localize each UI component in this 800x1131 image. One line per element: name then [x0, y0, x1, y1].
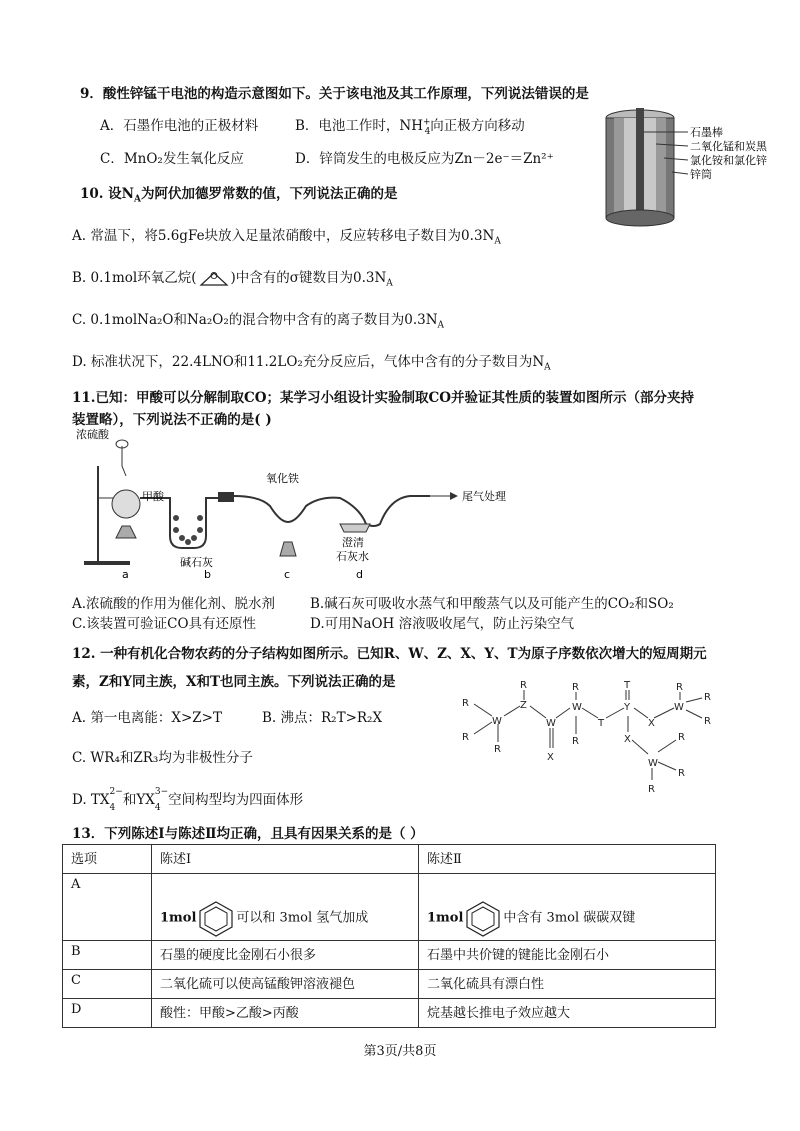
q12-option-d: D. $TX^{2-}$ $_4$ 和$YX^{3-}$ $_4$ 空间构型均为四面体形: [72, 787, 304, 813]
svg-text:R: R: [494, 744, 501, 755]
q12-option-b: B. 沸点：R₂T>R₂X: [262, 710, 383, 726]
svg-text:X: X: [648, 718, 655, 729]
svg-text:R: R: [572, 682, 579, 693]
q11-stem-line1: 11.已知：甲酸可以分解制取CO；某学习小组设计实验制取CO并验证其性质的装置如图所示（部分夹持: [72, 390, 694, 406]
cell-statement-2: 石墨中共价键的键能比金刚石小: [419, 941, 716, 970]
q13-stem: 13．下列陈述Ⅰ与陈述Ⅱ均正确，且具有因果关系的是（ ）: [72, 826, 424, 842]
svg-text:R: R: [704, 692, 711, 703]
cell-option: B: [63, 941, 152, 970]
benzene-icon: [463, 899, 503, 937]
label-a: a: [122, 568, 129, 581]
cell-statement-2: 1mol 中含有 3mol 碳碳双键: [419, 874, 716, 941]
label-b: b: [204, 568, 211, 581]
svg-text:R: R: [704, 716, 711, 727]
q11-option-b: B.碱石灰可吸收水蒸气和甲酸蒸气以及可能产生的CO₂和SO₂: [310, 596, 674, 612]
svg-text:O: O: [209, 270, 218, 282]
svg-text:W: W: [572, 702, 582, 713]
svg-text:R: R: [678, 768, 685, 779]
svg-text:R: R: [678, 732, 685, 743]
label-lime-water-1: 澄清: [342, 536, 364, 549]
q9-option-c: C．MnO₂发生氧化反应: [100, 151, 244, 167]
table-row: [63, 999, 716, 1028]
benzene-icon: [196, 899, 236, 937]
cell-statement-1: 二氧化硫可以使高锰酸钾溶液褪色: [152, 970, 419, 999]
q10-option-c: C. 0.1molNa₂O和Na₂O₂的混合物中含有的离子数目为$0.3N_A$: [72, 312, 445, 331]
svg-text:R: R: [462, 698, 469, 709]
label-formic: 甲酸: [142, 490, 164, 503]
svg-text:W: W: [674, 702, 684, 713]
q9-stem: 9．酸性锌锰干电池的构造示意图如下。关于该电池及其工作原理，下列说法错误的是: [80, 86, 589, 102]
svg-text:T: T: [624, 680, 631, 691]
q10-option-b: B. 0.1mol环氧乙烷( O )中含有的σ键数目为$0.3N_A$: [72, 270, 393, 289]
q9-option-d: D．锌筒发生的电极反应为Zn－2e⁻＝Zn²⁺: [295, 151, 554, 167]
battery-label-zinc: 锌筒: [690, 168, 712, 181]
cell-statement-2: 二氧化硫具有漂白性: [419, 970, 716, 999]
label-lime-water-2: 石灰水: [336, 550, 369, 563]
label-d: d: [356, 568, 363, 581]
q12-stem-line1: 12. 一种有机化合物农药的分子结构如图所示。已知R、W、Z、X、Y、T为原子序数依次增大的短周期元: [72, 646, 707, 662]
svg-text:Z: Z: [520, 700, 527, 711]
apparatus-diagram: [70, 426, 510, 586]
svg-text:T: T: [598, 718, 605, 729]
svg-text:R: R: [462, 732, 469, 743]
header-option: 选项: [63, 845, 152, 874]
q9-option-b: B．电池工作时，$NH^+_4$向正极方向移动: [295, 117, 525, 137]
table-row: [63, 874, 716, 941]
q10-option-a: A. 常温下，将5.6gFe块放入足量浓硝酸中，反应转移电子数目为$0.3N_A$: [72, 228, 501, 247]
battery-label-graphite: 石墨棒: [690, 126, 723, 139]
header-statement-1: 陈述Ⅰ: [152, 845, 419, 874]
label-soda-lime: 碱石灰: [180, 556, 213, 569]
page-footer: 第3页/共8页: [363, 1044, 437, 1059]
table-header-row: [63, 845, 716, 874]
label-conc-acid: 浓硫酸: [76, 428, 109, 441]
svg-text:R: R: [676, 682, 683, 693]
svg-text:X: X: [547, 752, 554, 763]
label-iron-oxide: 氧化铁: [266, 472, 299, 485]
svg-text:Y: Y: [624, 702, 631, 713]
q10-stem: 10. 设$N_A$为阿伏加德罗常数的值，下列说法正确的是: [80, 186, 398, 205]
header-statement-2: 陈述Ⅱ: [419, 845, 716, 874]
cell-option: D: [63, 999, 152, 1028]
q13-table: [62, 844, 716, 1028]
svg-text:R: R: [648, 784, 655, 795]
svg-text:X: X: [624, 734, 631, 745]
q10-option-d: D. 标准状况下，22.4LNO和11.2LO₂充分反应后，气体中含有的分子数目为$N_A$: [72, 354, 551, 373]
q11-option-c: C.该装置可验证CO具有还原性: [72, 616, 257, 632]
battery-label-nh4cl: 氯化铵和氯化锌: [690, 154, 767, 167]
cell-statement-1: 1mol 可以和 3mol 氢气加成: [152, 874, 419, 941]
q12-stem-line2: 素，Z和Y同主族，X和T也同主族。下列说法正确的是: [72, 674, 396, 690]
battery-label-mno2: 二氧化锰和炭黑: [690, 140, 767, 153]
cell-statement-1: 石墨的硬度比金刚石小很多: [152, 941, 419, 970]
cell-statement-2: 烷基越长推电子效应越大: [419, 999, 716, 1028]
table-row: [63, 941, 716, 970]
label-c: c: [284, 568, 291, 581]
q11-option-d: D.可用NaOH 溶液吸收尾气，防止污染空气: [310, 616, 575, 632]
cell-option: A: [63, 874, 152, 941]
epoxide-icon: [197, 269, 231, 289]
cell-option: C: [63, 970, 152, 999]
q12-option-c: C. WR₄和ZR₃均为非极性分子: [72, 750, 253, 766]
svg-text:W: W: [546, 718, 556, 729]
q11-stem-line2: 装置略），下列说法不正确的是( ): [72, 412, 272, 428]
svg-text:R: R: [572, 736, 579, 747]
label-tail-gas: 尾气处理: [462, 490, 506, 503]
q9-option-a: A．石墨作电池的正极材料: [100, 118, 259, 134]
svg-text:R: R: [520, 680, 527, 691]
battery-diagram: [600, 100, 780, 230]
table-row: [63, 970, 716, 999]
q12-option-a: A. 第一电离能：X>Z>T: [72, 710, 222, 726]
svg-text:W: W: [492, 716, 502, 727]
q11-option-a: A.浓硫酸的作用为催化剂、脱水剂: [72, 596, 276, 612]
cell-statement-1: 酸性：甲酸>乙酸>丙酸: [152, 999, 419, 1028]
molecule-structure: [458, 676, 718, 798]
svg-text:W: W: [648, 758, 658, 769]
